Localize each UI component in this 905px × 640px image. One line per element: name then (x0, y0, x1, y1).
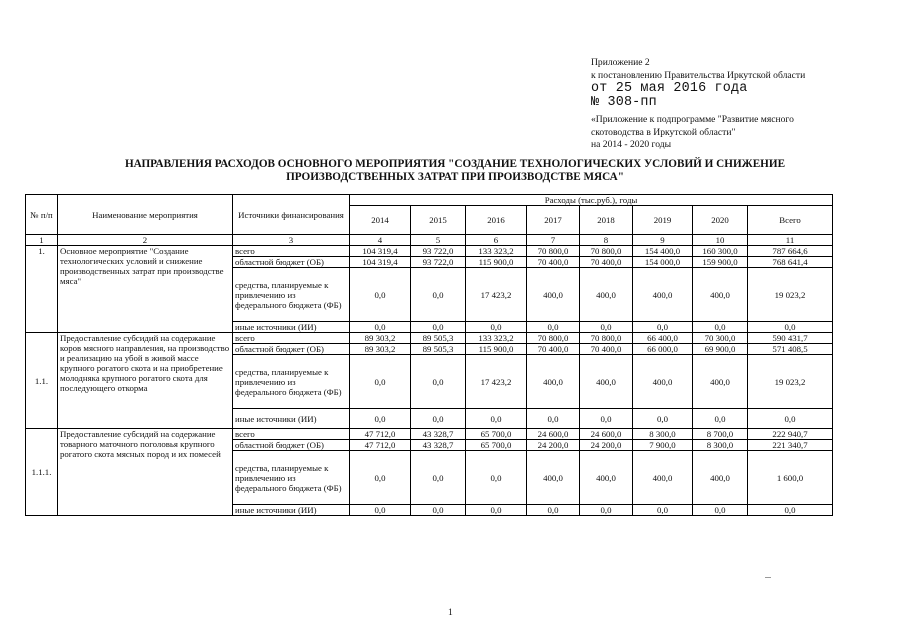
value-cell: 400,0 (527, 451, 580, 505)
value-cell: 93 722,0 (411, 257, 466, 268)
value-cell: 24 600,0 (580, 429, 633, 440)
value-cell: 89 505,3 (411, 344, 466, 355)
value-cell: 400,0 (580, 451, 633, 505)
header-total: Всего (748, 206, 833, 235)
value-cell: 70 800,0 (527, 333, 580, 344)
header-year: 2015 (411, 206, 466, 235)
value-cell: 70 800,0 (580, 246, 633, 257)
total-cell: 0,0 (748, 505, 833, 516)
value-cell: 400,0 (527, 355, 580, 409)
table-row (26, 429, 833, 440)
value-cell: 8 700,0 (693, 429, 748, 440)
funding-source: областной бюджет (ОБ) (233, 257, 350, 268)
funding-source: средства, планируемые к привлечению из федерального бюджета (ФБ) (233, 451, 350, 505)
value-cell: 93 722,0 (411, 246, 466, 257)
value-cell: 70 400,0 (527, 257, 580, 268)
funding-source: средства, планируемые к привлечению из федерального бюджета (ФБ) (233, 268, 350, 322)
table-row (26, 333, 833, 344)
header-name: Наименование мероприятия (58, 195, 233, 235)
value-cell: 43 328,7 (411, 440, 466, 451)
value-cell: 104 319,4 (350, 246, 411, 257)
value-cell: 89 303,2 (350, 333, 411, 344)
value-cell: 159 900,0 (693, 257, 748, 268)
funding-source: всего (233, 429, 350, 440)
value-cell: 0,0 (527, 409, 580, 429)
appendix-decree: к постановлению Правительства Иркутской области (591, 69, 806, 81)
funding-source: областной бюджет (ОБ) (233, 440, 350, 451)
appendix-subprogram-1: «Приложение к подпрограмме "Развитие мясного (591, 114, 794, 125)
row-number: 1. (26, 246, 58, 333)
value-cell: 17 423,2 (466, 268, 527, 322)
header-year: 2016 (466, 206, 527, 235)
value-cell: 0,0 (466, 409, 527, 429)
appendix-title: Приложение 2 (591, 57, 650, 68)
funding-source: областной бюджет (ОБ) (233, 344, 350, 355)
value-cell: 400,0 (693, 355, 748, 409)
header-expenses: Расходы (тыс.руб.), годы (350, 195, 833, 206)
total-cell: 571 408,5 (748, 344, 833, 355)
value-cell: 66 000,0 (633, 344, 693, 355)
funding-source: средства, планируемые к привлечению из федерального бюджета (ФБ) (233, 355, 350, 409)
appendix-subprogram-3: на 2014 - 2020 годы (591, 139, 672, 151)
total-cell: 1 600,0 (748, 451, 833, 505)
value-cell: 400,0 (633, 451, 693, 505)
value-cell: 89 303,2 (350, 344, 411, 355)
value-cell: 0,0 (693, 409, 748, 429)
total-cell: 0,0 (748, 409, 833, 429)
value-cell: 0,0 (693, 505, 748, 516)
total-cell: 0,0 (748, 322, 833, 333)
value-cell: 0,0 (350, 409, 411, 429)
value-cell: 115 900,0 (466, 344, 527, 355)
value-cell: 400,0 (580, 268, 633, 322)
total-cell: 221 340,7 (748, 440, 833, 451)
total-cell: 787 664,6 (748, 246, 833, 257)
table-row (26, 246, 833, 257)
value-cell: 0,0 (411, 355, 466, 409)
header-year: 2018 (580, 206, 633, 235)
funding-source: всего (233, 246, 350, 257)
value-cell: 24 200,0 (527, 440, 580, 451)
appendix-block (591, 57, 891, 152)
value-cell: 400,0 (580, 355, 633, 409)
index-cell: 7 (527, 235, 580, 246)
value-cell: 115 900,0 (466, 257, 527, 268)
value-cell: 0,0 (527, 505, 580, 516)
measure-name: Предоставление субсидий на содержание товарного маточного поголовья крупного рогатого скота мясных пород и их помесей (58, 429, 233, 516)
value-cell: 0,0 (411, 451, 466, 505)
appendix-date: от 25 мая 2016 года (591, 81, 748, 97)
value-cell: 0,0 (350, 355, 411, 409)
appendix-subprogram-2: скотоводства в Иркутской области" (591, 126, 736, 138)
value-cell: 70 800,0 (580, 333, 633, 344)
index-cell: 5 (411, 235, 466, 246)
header-row-1 (26, 195, 833, 206)
value-cell: 154 000,0 (633, 257, 693, 268)
value-cell: 0,0 (633, 505, 693, 516)
funding-source: иные источники (ИИ) (233, 505, 350, 516)
header-year: 2019 (633, 206, 693, 235)
value-cell: 400,0 (693, 451, 748, 505)
value-cell: 65 700,0 (466, 440, 527, 451)
value-cell: 8 300,0 (693, 440, 748, 451)
value-cell: 0,0 (411, 268, 466, 322)
value-cell: 0,0 (411, 322, 466, 333)
value-cell: 7 900,0 (633, 440, 693, 451)
value-cell: 154 400,0 (633, 246, 693, 257)
header-year: 2020 (693, 206, 748, 235)
value-cell: 133 323,2 (466, 333, 527, 344)
index-cell: 3 (233, 235, 350, 246)
value-cell: 66 400,0 (633, 333, 693, 344)
value-cell: 47 712,0 (350, 440, 411, 451)
total-cell: 768 641,4 (748, 257, 833, 268)
value-cell: 70 400,0 (580, 344, 633, 355)
value-cell: 24 600,0 (527, 429, 580, 440)
value-cell: 43 328,7 (411, 429, 466, 440)
document-title (40, 158, 870, 184)
value-cell: 400,0 (527, 268, 580, 322)
value-cell: 17 423,2 (466, 355, 527, 409)
value-cell: 65 700,0 (466, 429, 527, 440)
appendix-number: № 308-пп (591, 94, 657, 110)
value-cell: 70 300,0 (693, 333, 748, 344)
index-cell: 9 (633, 235, 693, 246)
value-cell: 400,0 (633, 268, 693, 322)
total-cell: 590 431,7 (748, 333, 833, 344)
funding-source: иные источники (ИИ) (233, 322, 350, 333)
value-cell: 0,0 (411, 505, 466, 516)
total-cell: 19 023,2 (748, 355, 833, 409)
document-title-line-1: НАПРАВЛЕНИЯ РАСХОДОВ ОСНОВНОГО МЕРОПРИЯТИЯ "СОЗДАНИЕ ТЕХНОЛОГИЧЕСКИХ УСЛОВИЙ И СНИЖЕНИЕ (124, 158, 786, 170)
header-year: 2017 (527, 206, 580, 235)
page-number: 1 (448, 608, 453, 618)
row-number: 1.1.1. (26, 429, 58, 516)
index-cell: 1 (26, 235, 58, 246)
value-cell: 0,0 (350, 505, 411, 516)
header-num: № п/п (26, 195, 58, 235)
index-cell: 4 (350, 235, 411, 246)
value-cell: 0,0 (580, 322, 633, 333)
value-cell: 0,0 (350, 268, 411, 322)
index-cell: 2 (58, 235, 233, 246)
index-cell: 8 (580, 235, 633, 246)
value-cell: 8 300,0 (633, 429, 693, 440)
measure-name: Предоставление субсидий на содержание коров мясного направления, на производство и реализацию на убой в живой массе крупного рогатого скота и на приобретение молодняка крупного рогатого скота для последующего откорма (58, 333, 233, 429)
value-cell: 47 712,0 (350, 429, 411, 440)
value-cell: 0,0 (466, 451, 527, 505)
document-title-line-2: ПРОИЗВОДСТВЕННЫХ ЗАТРАТ ПРИ ПРОИЗВОДСТВЕ МЯСА" (286, 171, 624, 183)
value-cell: 69 900,0 (693, 344, 748, 355)
value-cell: 70 800,0 (527, 246, 580, 257)
value-cell: 0,0 (633, 409, 693, 429)
value-cell: 400,0 (633, 355, 693, 409)
expenses-table (25, 194, 833, 516)
column-index-row (26, 235, 833, 246)
funding-source: иные источники (ИИ) (233, 409, 350, 429)
value-cell: 400,0 (693, 268, 748, 322)
value-cell: 70 400,0 (580, 257, 633, 268)
value-cell: 0,0 (693, 322, 748, 333)
value-cell: 70 400,0 (527, 344, 580, 355)
scan-mark (765, 577, 771, 578)
value-cell: 0,0 (466, 505, 527, 516)
index-cell: 6 (466, 235, 527, 246)
index-cell: 10 (693, 235, 748, 246)
value-cell: 104 319,4 (350, 257, 411, 268)
total-cell: 222 940,7 (748, 429, 833, 440)
value-cell: 0,0 (466, 322, 527, 333)
value-cell: 0,0 (350, 451, 411, 505)
value-cell: 0,0 (633, 322, 693, 333)
header-year: 2014 (350, 206, 411, 235)
index-cell: 11 (748, 235, 833, 246)
value-cell: 89 505,3 (411, 333, 466, 344)
measure-name: Основное мероприятие "Создание технологических условий и снижение производственных затрат при производстве мяса" (58, 246, 233, 333)
total-cell: 19 023,2 (748, 268, 833, 322)
row-number: 1.1. (26, 333, 58, 429)
value-cell: 0,0 (580, 505, 633, 516)
value-cell: 0,0 (527, 322, 580, 333)
funding-source: всего (233, 333, 350, 344)
value-cell: 133 323,2 (466, 246, 527, 257)
value-cell: 24 200,0 (580, 440, 633, 451)
value-cell: 160 300,0 (693, 246, 748, 257)
value-cell: 0,0 (350, 322, 411, 333)
value-cell: 0,0 (411, 409, 466, 429)
value-cell: 0,0 (580, 409, 633, 429)
header-source: Источники финансирования (233, 195, 350, 235)
